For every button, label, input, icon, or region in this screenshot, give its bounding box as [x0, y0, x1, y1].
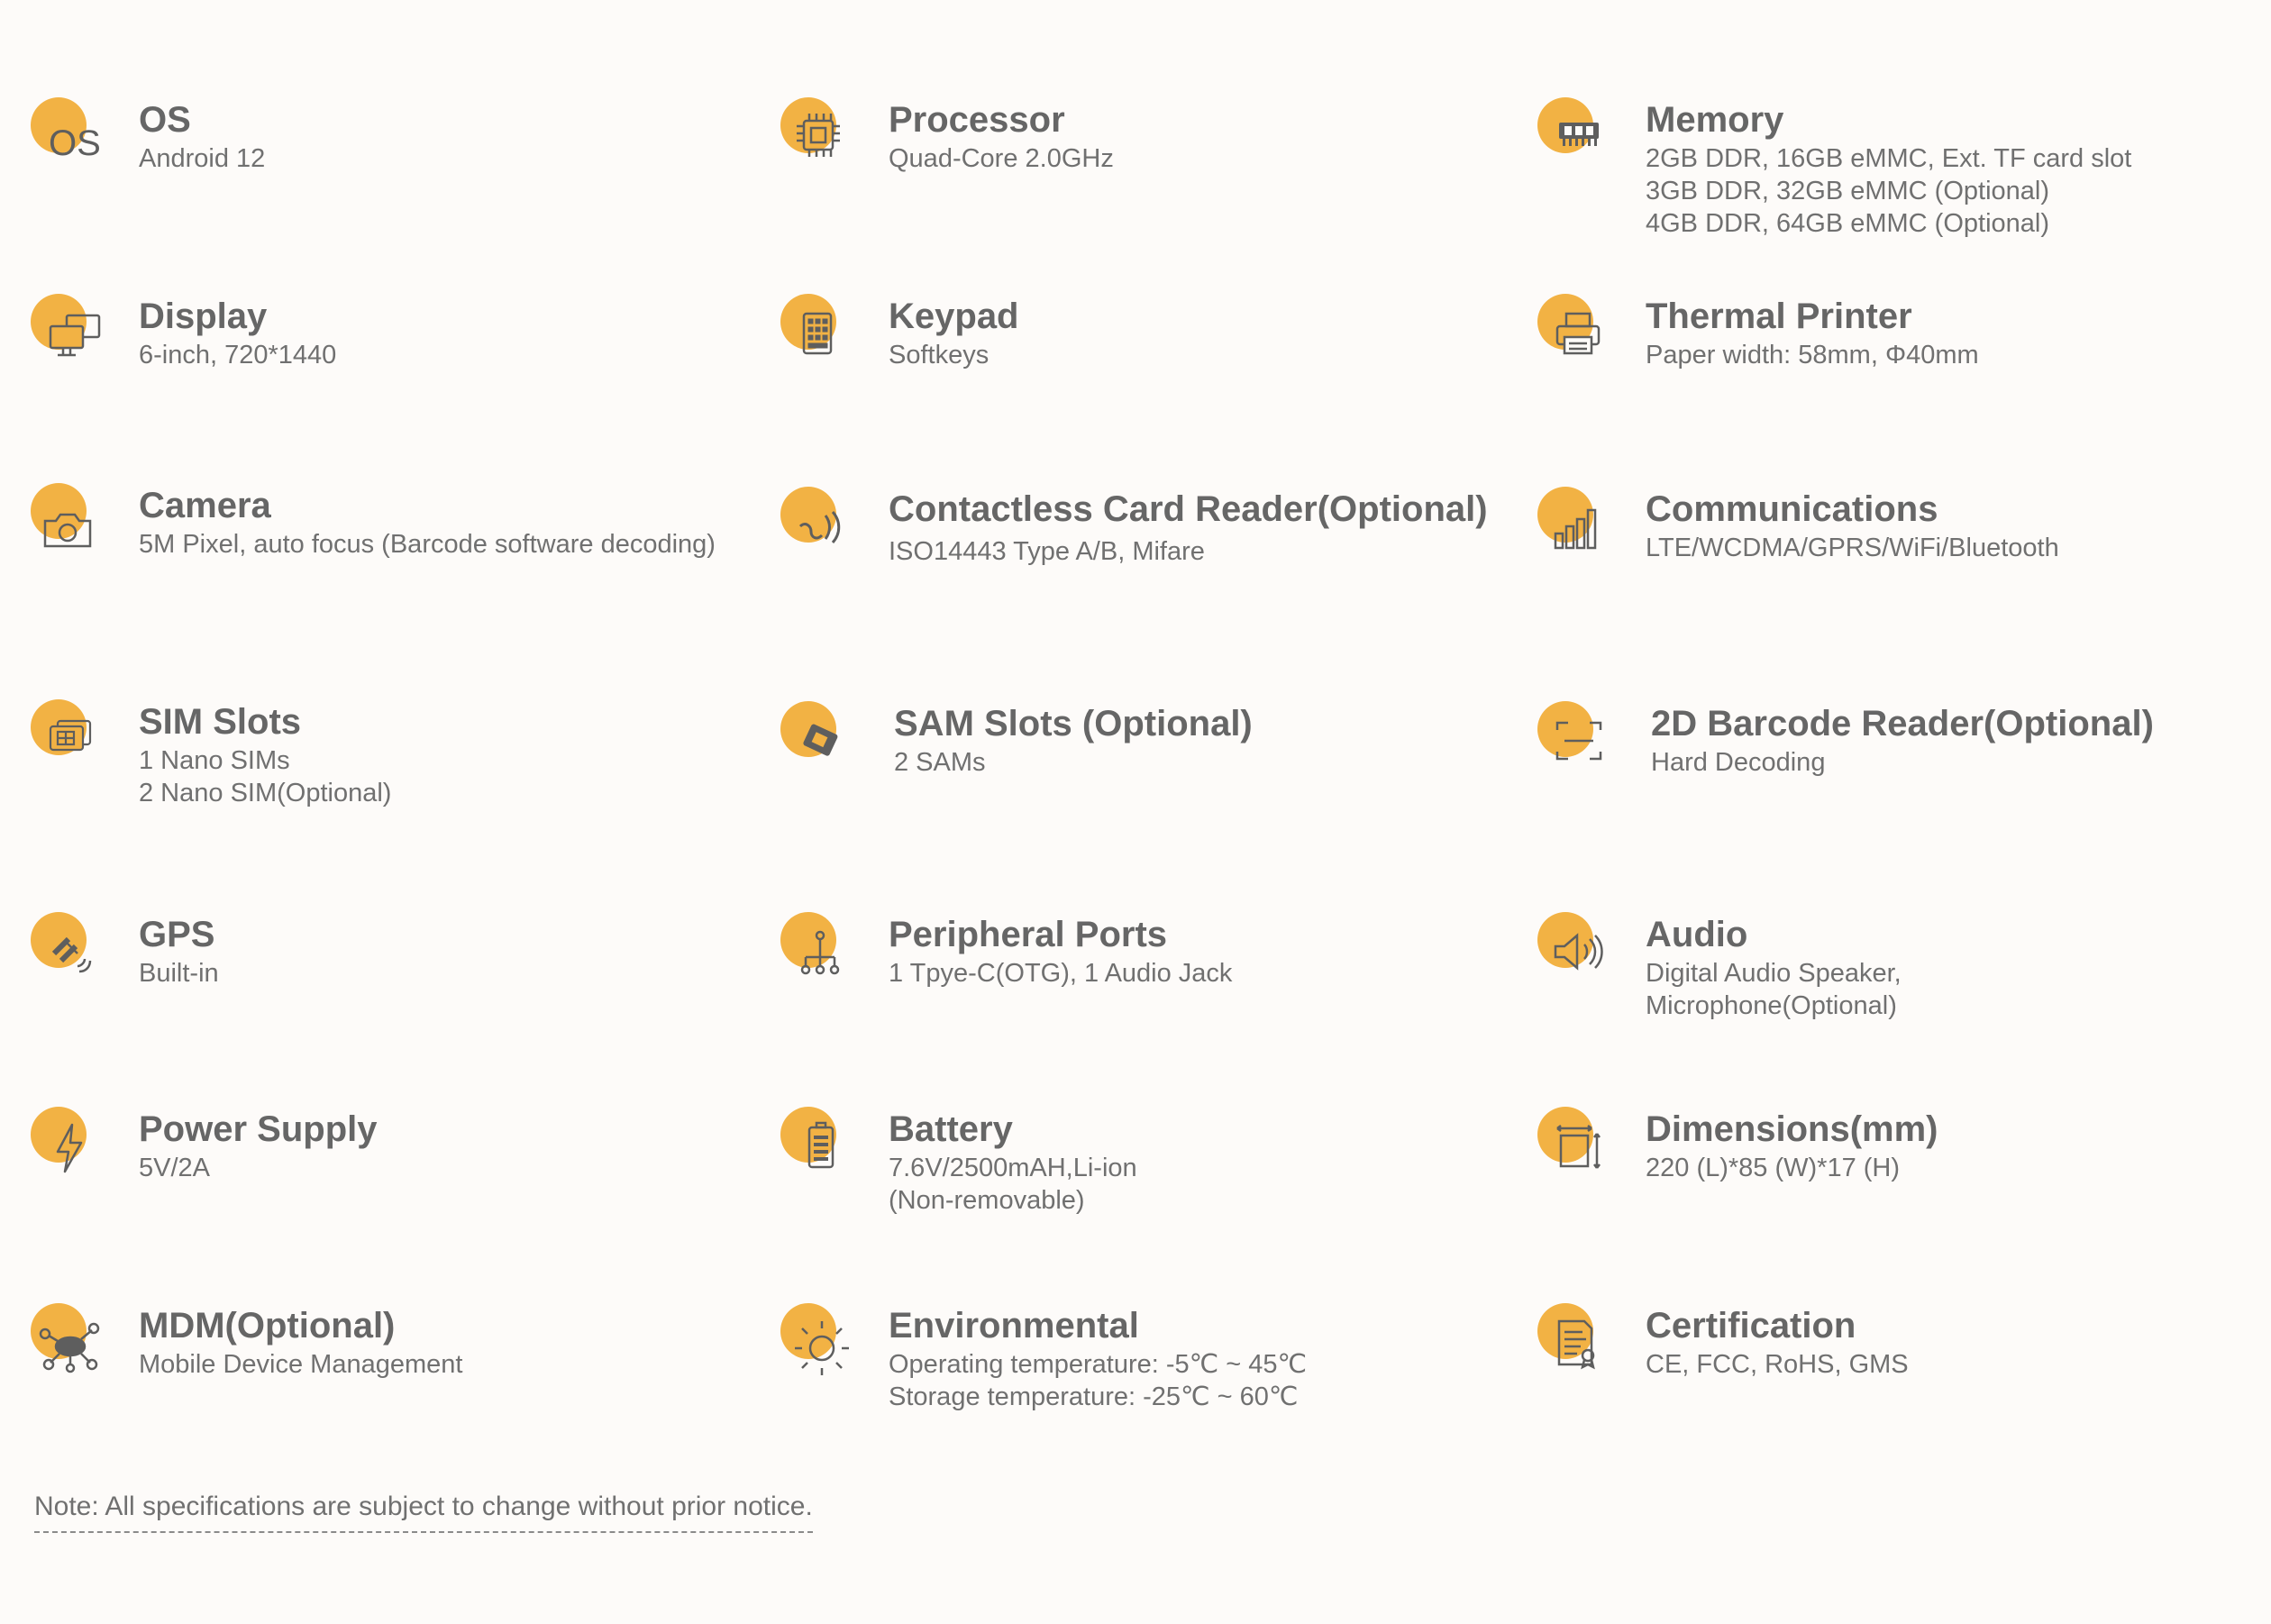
lightning-icon — [31, 1107, 117, 1193]
spec-value: 2GB DDR, 16GB eMMC, Ext. TF card slot — [1646, 144, 2132, 173]
spec-value: Microphone(Optional) — [1646, 991, 1897, 1020]
spec-value: 5M Pixel, auto focus (Barcode software decoding) — [139, 530, 716, 559]
spec-value: CE, FCC, RoHS, GMS — [1646, 1350, 1909, 1379]
spec-title: Battery — [889, 1109, 1013, 1149]
spec-value: Operating temperature: -5℃ ~ 45℃ — [889, 1350, 1308, 1379]
spec-title: Memory — [1646, 100, 1784, 140]
camera-icon — [31, 483, 117, 570]
battery-icon — [780, 1107, 867, 1193]
spec-value: Hard Decoding — [1651, 748, 1826, 777]
sun-icon — [780, 1303, 867, 1390]
spec-value: (Non-removable) — [889, 1186, 1085, 1215]
svg-text:OS: OS — [49, 123, 101, 163]
spec-value: 6-inch, 720*1440 — [139, 341, 337, 370]
spec-value: 3GB DDR, 32GB eMMC (Optional) — [1646, 177, 2050, 205]
spec-title: Processor — [889, 100, 1065, 140]
printer-icon — [1537, 294, 1624, 380]
spec-value: 2 Nano SIM(Optional) — [139, 779, 392, 807]
spec-title: 2D Barcode Reader(Optional) — [1651, 704, 2154, 744]
spec-value: Digital Audio Speaker, — [1646, 959, 1902, 988]
disclaimer-note: Note: All specifications are subject to change without prior notice. — [34, 1492, 813, 1533]
spec-value: Android 12 — [139, 144, 266, 173]
spec-title: Contactless Card Reader(Optional) — [889, 489, 1488, 529]
device-management-icon — [31, 1303, 117, 1390]
signal-bars-icon — [1537, 487, 1624, 573]
spec-value: 2 SAMs — [894, 748, 986, 777]
spec-title: Thermal Printer — [1646, 297, 1912, 336]
ports-icon — [780, 912, 867, 999]
spec-title: MDM(Optional) — [139, 1306, 396, 1346]
spec-title: Communications — [1646, 489, 1938, 529]
spec-value: ISO14443 Type A/B, Mifare — [889, 537, 1205, 566]
processor-chip-icon — [780, 97, 867, 184]
spec-value: 1 Nano SIMs — [139, 746, 290, 775]
spec-value: LTE/WCDMA/GPRS/WiFi/Bluetooth — [1646, 534, 2059, 562]
spec-value: 1 Tpye-C(OTG), 1 Audio Jack — [889, 959, 1233, 988]
spec-title: Camera — [139, 486, 271, 525]
spec-title: Environmental — [889, 1306, 1139, 1346]
spec-title: SAM Slots (Optional) — [894, 704, 1253, 744]
satellite-icon — [31, 912, 117, 999]
spec-value: 220 (L)*85 (W)*17 (H) — [1646, 1154, 1901, 1182]
spec-value: Built-in — [139, 959, 219, 988]
spec-title: OS — [139, 100, 191, 140]
spec-value: Paper width: 58mm, Φ40mm — [1646, 341, 1979, 370]
spec-value: Storage temperature: -25℃ ~ 60℃ — [889, 1382, 1299, 1411]
spec-title: Peripheral Ports — [889, 915, 1168, 954]
spec-value: 7.6V/2500mAH,Li-ion — [889, 1154, 1137, 1182]
spec-title: Display — [139, 297, 268, 336]
spec-value: Quad-Core 2.0GHz — [889, 144, 1114, 173]
spec-value: Softkeys — [889, 341, 990, 370]
spec-title: Certification — [1646, 1306, 1856, 1346]
spec-title: Audio — [1646, 915, 1748, 954]
spec-title: Dimensions(mm) — [1646, 1109, 1938, 1149]
os-icon — [31, 97, 117, 184]
spec-title: GPS — [139, 915, 215, 954]
dimensions-icon — [1537, 1107, 1624, 1193]
keypad-icon — [780, 294, 867, 380]
barcode-scan-icon — [1537, 701, 1624, 788]
sam-card-icon — [780, 701, 867, 788]
spec-title: SIM Slots — [139, 702, 302, 742]
spec-title: Power Supply — [139, 1109, 378, 1149]
spec-value: 4GB DDR, 64GB eMMC (Optional) — [1646, 209, 2050, 238]
spec-value: Mobile Device Management — [139, 1350, 463, 1379]
display-monitor-icon — [31, 294, 117, 380]
spec-value: 5V/2A — [139, 1154, 210, 1182]
speaker-icon — [1537, 912, 1624, 999]
spec-title: Keypad — [889, 297, 1019, 336]
nfc-icon — [780, 487, 867, 573]
sim-card-icon — [31, 699, 117, 786]
memory-module-icon — [1537, 97, 1624, 184]
certificate-icon — [1537, 1303, 1624, 1390]
